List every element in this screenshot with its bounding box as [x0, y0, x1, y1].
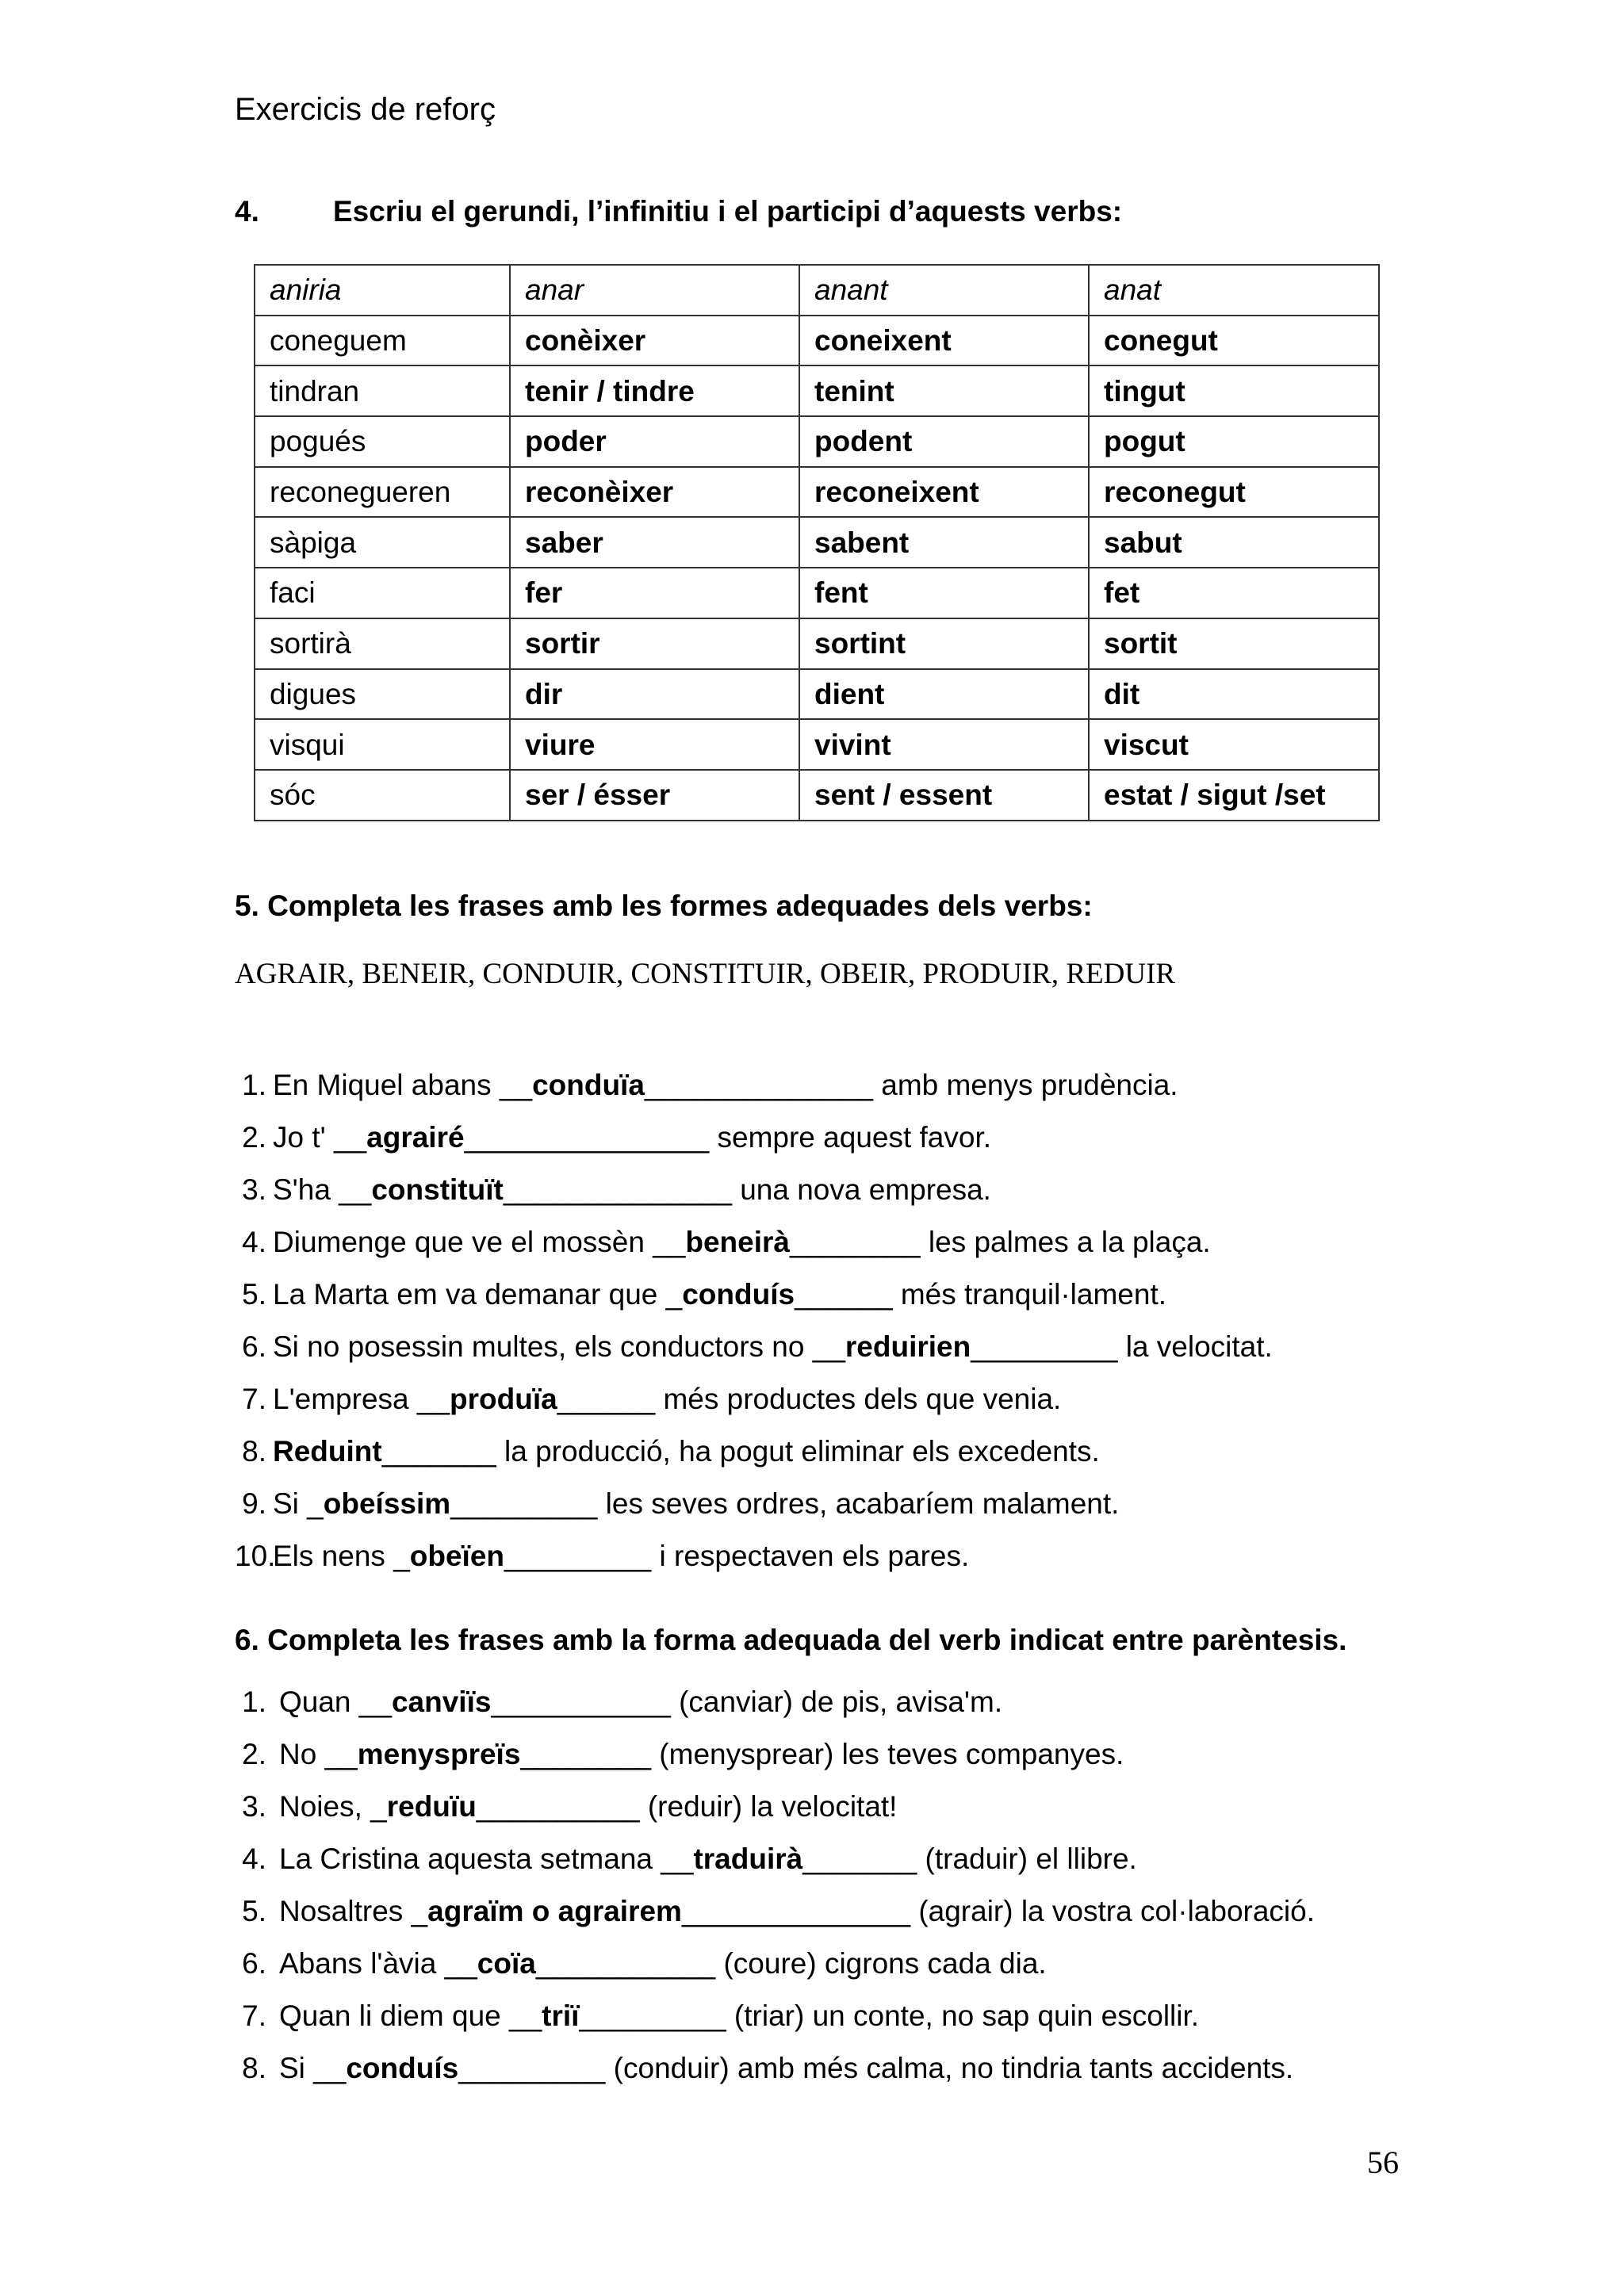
sentence-answer: conduís: [682, 1278, 795, 1311]
table-cell-participle: anat: [1089, 265, 1379, 316]
table-cell-gerund: tenint: [799, 365, 1089, 416]
sentence-answer: produïa: [450, 1383, 557, 1415]
sentence-text-before: Si __: [279, 2052, 347, 2084]
table-cell-conjugated: aniria: [255, 265, 510, 316]
exercise-6-heading: 6. Completa les frases amb la forma adequada del verb indicat entre parèntesis.: [235, 1624, 1347, 1656]
sentence-text-before: Abans l'àvia __: [279, 1947, 477, 1980]
table-cell-participle: sabut: [1089, 517, 1379, 568]
table-cell-infinitive: anar: [510, 265, 799, 316]
sentence-text-before: Quan li diem que __: [279, 1999, 542, 2032]
exercise-5-sentence: [235, 1384, 1273, 1437]
sentence-answer: menyspreïs: [357, 1738, 521, 1770]
table-row: [255, 669, 1379, 720]
sentence-text-after: _________ (triar) un conte, no sap quin escollir.: [579, 1999, 1200, 2032]
table-row: [255, 316, 1379, 366]
sentence-text-after: _________ i respectaven els pares.: [504, 1540, 970, 1572]
sentence-answer: agraïm o agrairem: [427, 1895, 682, 1927]
table-cell-conjugated: reconegueren: [255, 467, 510, 518]
exercise-4-number: 4.: [235, 195, 259, 228]
exercise-6-sentence: [235, 1949, 1315, 2001]
table-cell-infinitive: tenir / tindre: [510, 365, 799, 416]
sentence-text-before: La Marta em va demanar que _: [273, 1278, 683, 1311]
page-header-title: Exercicis de reforç: [235, 92, 496, 127]
exercise-4-heading: Escriu el gerundi, l’infinitiu i el participi d’aquests verbs:: [333, 195, 1123, 228]
table-cell-infinitive: fer: [510, 568, 799, 618]
sentence-number: 8.: [242, 2052, 266, 2084]
table-cell-infinitive: viure: [510, 719, 799, 770]
table-cell-gerund: podent: [799, 416, 1089, 467]
exercise-5-sentence: [235, 1437, 1273, 1489]
sentence-answer: agrairé: [366, 1121, 465, 1154]
table-cell-participle: pogut: [1089, 416, 1379, 467]
sentence-text-before: Quan __: [279, 1686, 392, 1718]
exercise-6-sentence: [235, 2001, 1315, 2053]
table-cell-infinitive: ser / ésser: [510, 770, 799, 821]
exercise-5-sentence: [235, 1489, 1273, 1541]
table-cell-conjugated: coneguem: [255, 316, 510, 366]
verb-forms-table: [254, 264, 1380, 821]
sentence-number: 5.: [242, 1278, 266, 1311]
sentence-number: 1.: [242, 1686, 266, 1718]
table-cell-participle: viscut: [1089, 719, 1379, 770]
sentence-text-after: ________ (menysprear) les teves companyes.: [520, 1738, 1124, 1770]
table-cell-infinitive: poder: [510, 416, 799, 467]
table-cell-participle: fet: [1089, 568, 1379, 618]
sentence-text-before: La Cristina aquesta setmana __: [279, 1843, 694, 1875]
table-cell-participle: sortit: [1089, 618, 1379, 669]
sentence-text-after: ______________ (agrair) la vostra col·laboració.: [681, 1895, 1316, 1927]
sentence-text-before: No __: [279, 1738, 358, 1770]
table-row: [255, 719, 1379, 770]
exercise-5-sentence: [235, 1123, 1273, 1175]
sentence-answer: triï: [542, 1999, 580, 2032]
sentence-text-before: Si _: [273, 1487, 324, 1520]
table-cell-gerund: vivint: [799, 719, 1089, 770]
sentence-answer: conduís: [346, 2052, 459, 2084]
exercise-5-sentence: [235, 1332, 1273, 1384]
sentence-answer: Reduint: [273, 1435, 382, 1468]
sentence-text-before: Si no posessin multes, els conductors no __: [273, 1330, 845, 1363]
exercise-5-sentence: [235, 1070, 1273, 1123]
sentence-text-before: Jo t' __: [273, 1121, 367, 1154]
table-row: [255, 517, 1379, 568]
sentence-text-after: _______________ sempre aquest favor.: [464, 1121, 992, 1154]
table-cell-infinitive: sortir: [510, 618, 799, 669]
sentence-text-after: ________ les palmes a la plaça.: [790, 1226, 1211, 1258]
sentence-text-after: ______ més tranquil·lament.: [795, 1278, 1167, 1311]
sentence-answer: constituït: [371, 1173, 504, 1206]
sentence-answer: beneirà: [685, 1226, 790, 1258]
sentence-text-before: L'empresa __: [273, 1383, 450, 1415]
sentence-number: 4.: [242, 1843, 266, 1875]
sentence-number: 1.: [242, 1069, 266, 1101]
sentence-answer: canviïs: [391, 1686, 492, 1718]
exercise-6-sentence: [235, 1687, 1315, 1739]
sentence-text-after: _______ (traduir) el llibre.: [802, 1843, 1137, 1875]
exercise-6-sentence: [235, 2053, 1315, 2106]
sentence-text-after: ______________ una nova empresa.: [503, 1173, 991, 1206]
table-cell-gerund: anant: [799, 265, 1089, 316]
table-cell-participle: dit: [1089, 669, 1379, 720]
table-cell-infinitive: conèixer: [510, 316, 799, 366]
table-cell-conjugated: digues: [255, 669, 510, 720]
sentence-answer: obeïen: [409, 1540, 505, 1572]
exercise-5-verb-list: AGRAIR, BENEIR, CONDUIR, CONSTITUIR, OBEIR, PRODUIR, REDUIR: [235, 958, 1176, 990]
sentence-answer: conduïa: [532, 1069, 645, 1101]
sentence-number: 7.: [242, 1999, 266, 2032]
table-cell-infinitive: reconèixer: [510, 467, 799, 518]
sentence-answer: coïa: [477, 1947, 536, 1980]
table-row: [255, 365, 1379, 416]
exercise-6-sentence: [235, 1792, 1315, 1844]
sentence-text-after: ___________ (coure) cigrons cada dia.: [535, 1947, 1047, 1980]
exercise-6-sentence: [235, 1896, 1315, 1949]
sentence-number: 7.: [242, 1383, 266, 1415]
sentence-number: 9.: [242, 1487, 266, 1520]
sentence-number: 3.: [242, 1173, 266, 1206]
table-cell-infinitive: saber: [510, 517, 799, 568]
sentence-number: 8.: [242, 1435, 266, 1468]
sentence-text-before: Nosaltres _: [279, 1895, 428, 1927]
sentence-answer: traduirà: [693, 1843, 803, 1875]
sentence-text-before: En Miquel abans __: [273, 1069, 533, 1101]
sentence-text-after: _______ la producció, ha pogut eliminar els excedents.: [381, 1435, 1100, 1468]
exercise-6-sentence: [235, 1739, 1315, 1792]
table-cell-gerund: coneixent: [799, 316, 1089, 366]
sentence-text-before: Els nens _: [273, 1540, 410, 1572]
table-row: [255, 467, 1379, 518]
sentence-number: 6.: [242, 1330, 266, 1363]
sentence-number: 2.: [242, 1738, 266, 1770]
exercise-5-sentence-list: [235, 1070, 1273, 1594]
sentence-answer: reduirien: [845, 1330, 971, 1363]
sentence-number: 2.: [242, 1121, 266, 1154]
exercise-6-sentence-list: [235, 1687, 1315, 2106]
sentence-text-after: ______ més productes dels que venia.: [557, 1383, 1062, 1415]
sentence-text-after: ___________ (canviar) de pis, avisa'm.: [491, 1686, 1003, 1718]
exercise-5-sentence: [235, 1541, 1273, 1594]
table-cell-infinitive: dir: [510, 669, 799, 720]
table-cell-conjugated: tindran: [255, 365, 510, 416]
table-cell-gerund: reconeixent: [799, 467, 1089, 518]
table-cell-gerund: sortint: [799, 618, 1089, 669]
sentence-number: 3.: [242, 1790, 266, 1823]
table-cell-gerund: fent: [799, 568, 1089, 618]
sentence-answer: reduïu: [386, 1790, 477, 1823]
sentence-text-after: _________ (conduir) amb més calma, no tindria tants accidents.: [458, 2052, 1294, 2084]
sentence-text-after: _________ la velocitat.: [971, 1330, 1273, 1363]
table-row: [255, 416, 1379, 467]
table-cell-participle: tingut: [1089, 365, 1379, 416]
table-cell-gerund: sent / essent: [799, 770, 1089, 821]
sentence-text-after: _________ les seves ordres, acabaríem malament.: [450, 1487, 1120, 1520]
table-cell-conjugated: pogués: [255, 416, 510, 467]
exercise-5-sentence: [235, 1175, 1273, 1227]
table-cell-conjugated: sortirà: [255, 618, 510, 669]
table-row: [255, 618, 1379, 669]
table-cell-conjugated: visqui: [255, 719, 510, 770]
table-row: [255, 568, 1379, 618]
table-cell-conjugated: sàpiga: [255, 517, 510, 568]
table-row: [255, 770, 1379, 821]
sentence-text-before: S'ha __: [273, 1173, 372, 1206]
sentence-number: 4.: [242, 1226, 266, 1258]
table-cell-participle: estat / sigut /set: [1089, 770, 1379, 821]
page-number: 56: [1367, 2145, 1399, 2180]
table-cell-gerund: sabent: [799, 517, 1089, 568]
exercise-5-sentence: [235, 1227, 1273, 1280]
table-cell-conjugated: sóc: [255, 770, 510, 821]
table-cell-participle: conegut: [1089, 316, 1379, 366]
exercise-6-sentence: [235, 1844, 1315, 1896]
sentence-answer: obeíssim: [323, 1487, 451, 1520]
sentence-text-after: __________ (reduir) la velocitat!: [476, 1790, 898, 1823]
table-cell-conjugated: faci: [255, 568, 510, 618]
exercise-5-sentence: [235, 1280, 1273, 1332]
table-cell-participle: reconegut: [1089, 467, 1379, 518]
table-example-row: [255, 265, 1379, 316]
sentence-number: 5.: [242, 1895, 266, 1927]
sentence-number: 6.: [242, 1947, 266, 1980]
sentence-text-before: Noies, _: [279, 1790, 387, 1823]
sentence-text-before: Diumenge que ve el mossèn __: [273, 1226, 686, 1258]
sentence-text-after: ______________ amb menys prudència.: [644, 1069, 1178, 1101]
sentence-number: 10.: [235, 1540, 276, 1572]
table-cell-gerund: dient: [799, 669, 1089, 720]
exercise-5-heading: 5. Completa les frases amb les formes adequades dels verbs:: [235, 890, 1093, 922]
